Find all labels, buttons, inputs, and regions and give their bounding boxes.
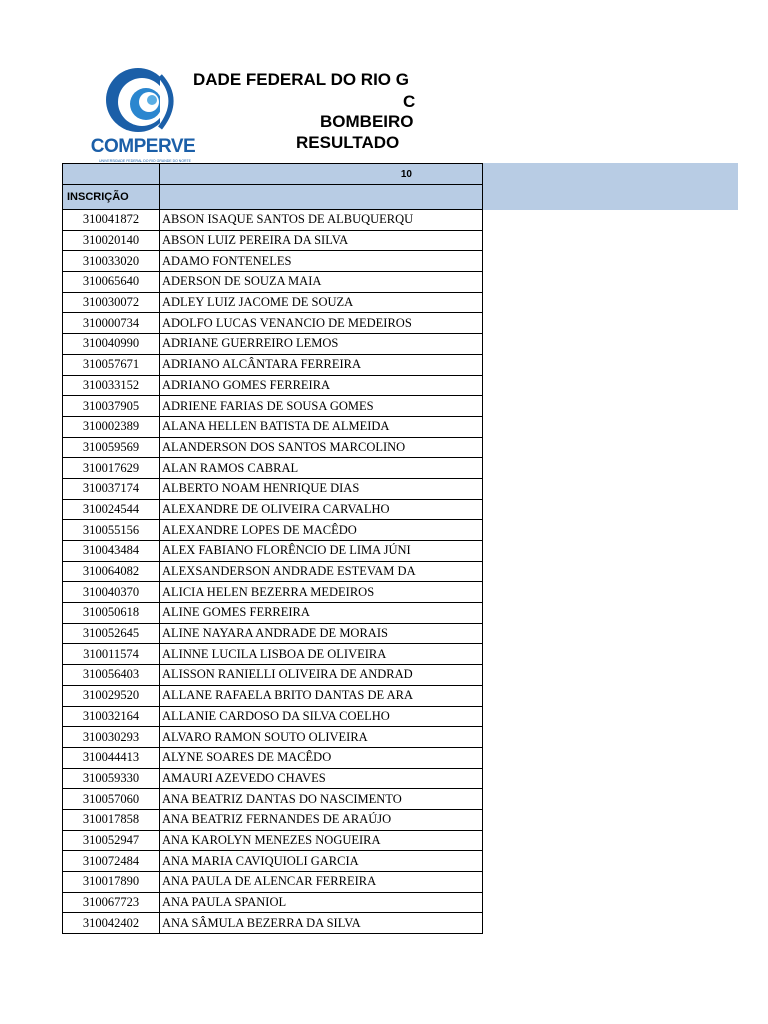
title-line-1: DADE FEDERAL DO RIO G	[193, 70, 409, 89]
table-row	[63, 665, 483, 686]
table-row	[63, 375, 483, 396]
table-row	[63, 478, 483, 499]
table-row	[63, 437, 483, 458]
cell-nome: ALEX FABIANO FLORÊNCIO DE LIMA JÚNI	[160, 541, 483, 562]
cell-inscricao: 310043484	[63, 541, 160, 562]
cell-inscricao: 310057671	[63, 354, 160, 375]
cell-nome: ALEXSANDERSON ANDRADE ESTEVAM DA	[160, 561, 483, 582]
cell-nome: ALISSON RANIELLI OLIVEIRA DE ANDRAD	[160, 665, 483, 686]
table-row	[63, 334, 483, 355]
cell-inscricao: 310032164	[63, 706, 160, 727]
cell-inscricao: 310044413	[63, 747, 160, 768]
cell-inscricao: 310037905	[63, 396, 160, 417]
cell-nome: ALEXANDRE DE OLIVEIRA CARVALHO	[160, 499, 483, 520]
cell-inscricao: 310020140	[63, 230, 160, 251]
table-row	[63, 830, 483, 851]
cell-nome: ALINE GOMES FERREIRA	[160, 603, 483, 624]
cell-inscricao: 310042402	[63, 913, 160, 934]
band-label: 10	[160, 164, 483, 185]
cell-nome: ANA SÂMULA BEZERRA DA SILVA	[160, 913, 483, 934]
cell-inscricao: 310040370	[63, 582, 160, 603]
cell-nome: ANA PAULA SPANIOL	[160, 892, 483, 913]
cell-nome: ALLANE RAFAELA BRITO DANTAS DE ARA	[160, 685, 483, 706]
cell-inscricao: 310030293	[63, 727, 160, 748]
cell-inscricao: 310059330	[63, 768, 160, 789]
cell-nome: ADRIANO GOMES FERREIRA	[160, 375, 483, 396]
cell-inscricao: 310065640	[63, 272, 160, 293]
table-row	[63, 872, 483, 893]
cell-nome: AMAURI AZEVEDO CHAVES	[160, 768, 483, 789]
table-row	[63, 251, 483, 272]
cell-inscricao: 310050618	[63, 603, 160, 624]
cell-inscricao: 310033020	[63, 251, 160, 272]
cell-inscricao: 310037174	[63, 478, 160, 499]
cell-inscricao: 310024544	[63, 499, 160, 520]
cell-nome: ALANDERSON DOS SANTOS MARCOLINO	[160, 437, 483, 458]
cell-inscricao: 310059569	[63, 437, 160, 458]
cell-inscricao: 310029520	[63, 685, 160, 706]
table-row	[63, 644, 483, 665]
table-row	[63, 809, 483, 830]
cell-inscricao: 310017629	[63, 458, 160, 479]
table-row	[63, 354, 483, 375]
table-row	[63, 396, 483, 417]
table-row	[63, 458, 483, 479]
cell-inscricao: 310033152	[63, 375, 160, 396]
title-line-2: C	[403, 92, 416, 111]
table-row	[63, 789, 483, 810]
comperve-logo	[86, 66, 200, 166]
cell-inscricao: 310011574	[63, 644, 160, 665]
comperve-swirl-icon	[86, 66, 200, 138]
cell-nome: ALEXANDRE LOPES DE MACÊDO	[160, 520, 483, 541]
cell-inscricao: 310000734	[63, 313, 160, 334]
cell-inscricao: 310067723	[63, 892, 160, 913]
column-header-inscricao: INSCRIÇÃO	[63, 185, 160, 210]
table-row	[63, 623, 483, 644]
table-row	[63, 292, 483, 313]
table-row	[63, 851, 483, 872]
table-row	[63, 747, 483, 768]
cell-nome: ALYNE SOARES DE MACÊDO	[160, 747, 483, 768]
cell-nome: ANA MARIA CAVIQUIOLI GARCIA	[160, 851, 483, 872]
cell-inscricao: 310055156	[63, 520, 160, 541]
cell-nome: ABSON ISAQUE SANTOS DE ALBUQUERQU	[160, 210, 483, 231]
table-band-row	[63, 164, 483, 185]
table-row	[63, 727, 483, 748]
cell-nome: ADERSON DE SOUZA MAIA	[160, 272, 483, 293]
table-header-row	[63, 185, 483, 210]
cell-nome: ANA KAROLYN MENEZES NOGUEIRA	[160, 830, 483, 851]
title-line-3: BOMBEIRO	[320, 112, 414, 131]
table-row	[63, 313, 483, 334]
cell-nome: ADRIANO ALCÂNTARA FERREIRA	[160, 354, 483, 375]
column-header-nome	[160, 185, 483, 210]
cell-nome: ADRIENE FARIAS DE SOUSA GOMES	[160, 396, 483, 417]
cell-inscricao: 310064082	[63, 561, 160, 582]
cell-nome: ANA PAULA DE ALENCAR FERREIRA	[160, 872, 483, 893]
table-row	[63, 582, 483, 603]
cell-nome: ALINE NAYARA ANDRADE DE MORAIS	[160, 623, 483, 644]
table-row	[63, 685, 483, 706]
cell-nome: ALANA HELLEN BATISTA DE ALMEIDA	[160, 416, 483, 437]
cell-inscricao: 310041872	[63, 210, 160, 231]
table-row	[63, 913, 483, 934]
table-row	[63, 892, 483, 913]
cell-nome: ALVARO RAMON SOUTO OLIVEIRA	[160, 727, 483, 748]
cell-nome: ADLEY LUIZ JACOME DE SOUZA	[160, 292, 483, 313]
cell-inscricao: 310030072	[63, 292, 160, 313]
cell-inscricao: 310057060	[63, 789, 160, 810]
title-line-4: RESULTADO	[296, 133, 400, 152]
table-row	[63, 768, 483, 789]
cell-nome: ANA BEATRIZ FERNANDES DE ARAÚJO	[160, 809, 483, 830]
cell-inscricao: 310052947	[63, 830, 160, 851]
cell-inscricao: 310072484	[63, 851, 160, 872]
table-row	[63, 230, 483, 251]
table-row	[63, 499, 483, 520]
cell-nome: ABSON LUIZ PEREIRA DA SILVA	[160, 230, 483, 251]
cell-nome: ADAMO FONTENELES	[160, 251, 483, 272]
table-row	[63, 603, 483, 624]
table-row	[63, 520, 483, 541]
table-row	[63, 210, 483, 231]
cell-inscricao: 310017890	[63, 872, 160, 893]
table-row	[63, 272, 483, 293]
cell-inscricao: 310052645	[63, 623, 160, 644]
cell-nome: ALINNE LUCILA LISBOA DE OLIVEIRA	[160, 644, 483, 665]
cell-nome: ADRIANE GUERREIRO LEMOS	[160, 334, 483, 355]
cell-inscricao: 310056403	[63, 665, 160, 686]
table-row	[63, 706, 483, 727]
cell-nome: ALICIA HELEN BEZERRA MEDEIROS	[160, 582, 483, 603]
cell-inscricao: 310017858	[63, 809, 160, 830]
table-row	[63, 561, 483, 582]
cell-inscricao: 310040990	[63, 334, 160, 355]
cell-nome: ANA BEATRIZ DANTAS DO NASCIMENTO	[160, 789, 483, 810]
cell-inscricao: 310002389	[63, 416, 160, 437]
cell-nome: ALBERTO NOAM HENRIQUE DIAS	[160, 478, 483, 499]
cell-nome: ALLANIE CARDOSO DA SILVA COELHO	[160, 706, 483, 727]
table-row	[63, 416, 483, 437]
logo-tagline: UNIVERSIDADE FEDERAL DO RIO GRANDE DO NORTE	[99, 159, 191, 163]
cell-nome: ADOLFO LUCAS VENANCIO DE MEDEIROS	[160, 313, 483, 334]
results-table	[62, 163, 483, 934]
logo-wordmark: COMPERVE	[90, 136, 196, 157]
cell-nome: ALAN RAMOS CABRAL	[160, 458, 483, 479]
table-row	[63, 541, 483, 562]
